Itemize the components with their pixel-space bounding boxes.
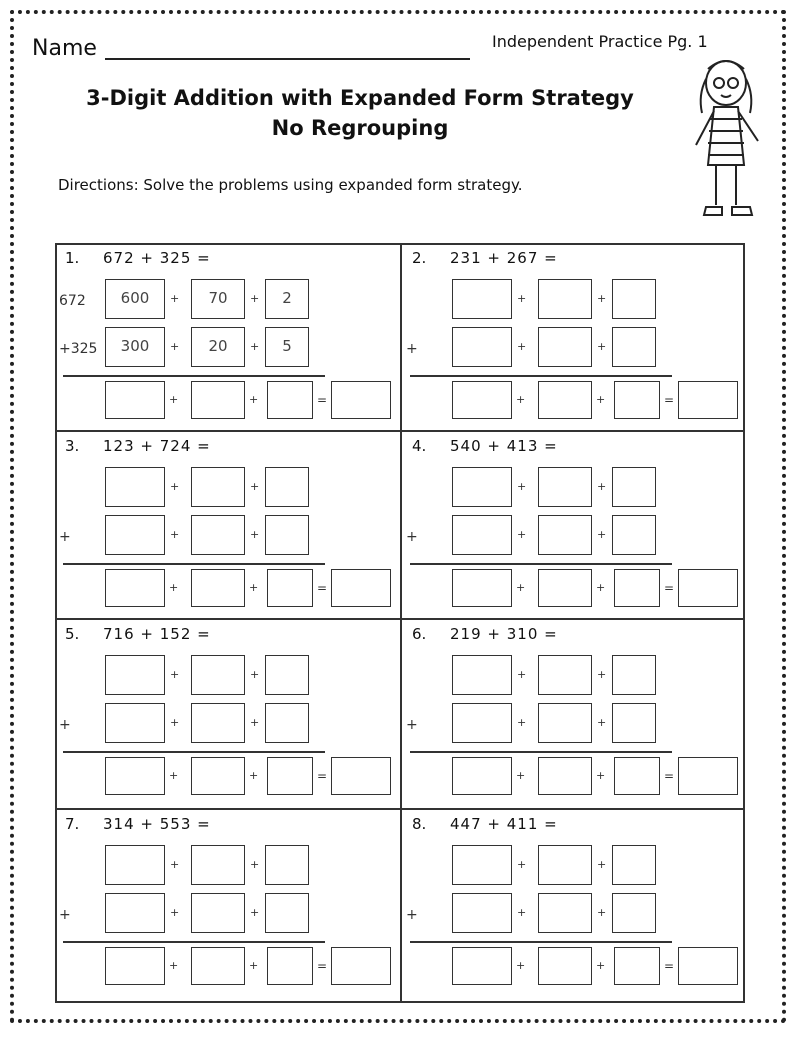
plus-sign: +: [517, 858, 527, 871]
plus-sign: +: [170, 340, 180, 353]
sum-rule: [63, 751, 325, 753]
answer-box[interactable]: [538, 467, 592, 507]
sum-box[interactable]: [267, 381, 313, 419]
answer-box[interactable]: [452, 845, 512, 885]
plus-sign: +: [597, 528, 607, 541]
page-label: Independent Practice Pg. 1: [492, 32, 708, 51]
sum-box[interactable]: [452, 757, 512, 795]
answer-box[interactable]: [265, 655, 309, 695]
problem-number: 2.: [412, 249, 427, 267]
plus-sign: +: [597, 292, 607, 305]
sum-box[interactable]: [614, 947, 660, 985]
sum-rule: [63, 563, 325, 565]
answer-box[interactable]: [452, 467, 512, 507]
answer-box[interactable]: [452, 279, 512, 319]
addend-bottom-label: +: [406, 529, 418, 545]
plus-sign: +: [517, 906, 527, 919]
plus-sign: +: [597, 340, 607, 353]
problem-equation: 219 + 310 =: [450, 625, 558, 643]
sum-rule: [410, 375, 672, 377]
sum-rule: [410, 563, 672, 565]
addend-bottom-label: +: [406, 907, 418, 923]
equals-sign: =: [317, 959, 328, 973]
plus-sign: +: [170, 668, 180, 681]
answer-box[interactable]: [538, 279, 592, 319]
sum-rule: [63, 375, 325, 377]
problem-cell: [402, 809, 747, 999]
answer-box[interactable]: [265, 467, 309, 507]
answer-box[interactable]: [105, 655, 165, 695]
equals-sign: =: [317, 581, 328, 595]
plus-sign: +: [597, 480, 607, 493]
answer-box[interactable]: [105, 467, 165, 507]
plus-sign: +: [169, 959, 179, 972]
sum-box[interactable]: [452, 569, 512, 607]
plus-sign: +: [596, 581, 606, 594]
answer-box[interactable]: [191, 893, 245, 933]
equals-sign: =: [664, 769, 675, 783]
plus-sign: +: [250, 480, 260, 493]
problem-number: 1.: [65, 249, 80, 267]
plus-sign: +: [249, 581, 259, 594]
answer-box[interactable]: [191, 467, 245, 507]
sum-box[interactable]: [678, 569, 738, 607]
answer-box[interactable]: [612, 655, 656, 695]
sum-box[interactable]: [267, 757, 313, 795]
plus-sign: +: [516, 393, 526, 406]
answer-box[interactable]: [265, 703, 309, 743]
addend-bottom-label: +325: [59, 341, 98, 357]
sum-box[interactable]: [191, 757, 245, 795]
plus-sign: +: [596, 393, 606, 406]
problem-equation: 123 + 724 =: [103, 437, 211, 455]
answer-box[interactable]: [612, 327, 656, 367]
sum-box[interactable]: [331, 569, 391, 607]
answer-box[interactable]: [265, 893, 309, 933]
sum-rule: [63, 941, 325, 943]
answer-box[interactable]: [105, 845, 165, 885]
plus-sign: +: [169, 769, 179, 782]
problem-equation: 716 + 152 =: [103, 625, 211, 643]
directions-text: Directions: Solve the problems using expanded form strategy.: [58, 176, 523, 194]
plus-sign: +: [516, 959, 526, 972]
plus-sign: +: [597, 858, 607, 871]
plus-sign: +: [250, 528, 260, 541]
problem-equation: 231 + 267 =: [450, 249, 558, 267]
sum-box[interactable]: [614, 569, 660, 607]
addend-bottom-label: +: [59, 529, 71, 545]
plus-sign: +: [249, 393, 259, 406]
name-line[interactable]: [105, 58, 470, 60]
addend-bottom-label: +: [59, 717, 71, 733]
plus-sign: +: [517, 668, 527, 681]
equals-sign: =: [664, 959, 675, 973]
plus-sign: +: [250, 668, 260, 681]
answer-box[interactable]: [452, 655, 512, 695]
answer-box[interactable]: [452, 327, 512, 367]
equals-sign: =: [317, 769, 328, 783]
problem-number: 3.: [65, 437, 80, 455]
equals-sign: =: [664, 581, 675, 595]
problem-equation: 447 + 411 =: [450, 815, 558, 833]
answer-box[interactable]: 70: [191, 279, 245, 319]
problem-number: 6.: [412, 625, 427, 643]
answer-box[interactable]: [105, 703, 165, 743]
sum-box[interactable]: [452, 947, 512, 985]
problem-number: 7.: [65, 815, 80, 833]
plus-sign: +: [250, 858, 260, 871]
answer-box[interactable]: [265, 515, 309, 555]
sum-rule: [410, 751, 672, 753]
sum-box[interactable]: [538, 381, 592, 419]
sum-box[interactable]: [191, 947, 245, 985]
answer-box[interactable]: 20: [191, 327, 245, 367]
answer-box[interactable]: [265, 845, 309, 885]
sum-rule: [410, 941, 672, 943]
plus-sign: +: [250, 906, 260, 919]
answer-box[interactable]: [452, 515, 512, 555]
sum-box[interactable]: [267, 947, 313, 985]
sum-box[interactable]: [452, 381, 512, 419]
plus-sign: +: [170, 858, 180, 871]
answer-box[interactable]: [105, 893, 165, 933]
problem-number: 8.: [412, 815, 427, 833]
answer-box[interactable]: [105, 515, 165, 555]
answer-box[interactable]: [538, 893, 592, 933]
worksheet-title: 3-Digit Addition with Expanded Form Strategy: [86, 86, 634, 110]
plus-sign: +: [596, 959, 606, 972]
answer-box[interactable]: [191, 655, 245, 695]
plus-sign: +: [517, 292, 527, 305]
answer-box[interactable]: 2: [265, 279, 309, 319]
answer-box[interactable]: [452, 703, 512, 743]
answer-box[interactable]: [538, 845, 592, 885]
sum-box[interactable]: [191, 569, 245, 607]
sum-box[interactable]: [105, 569, 165, 607]
sum-box[interactable]: [614, 757, 660, 795]
problem-cell: [55, 243, 400, 433]
problem-equation: 540 + 413 =: [450, 437, 558, 455]
sum-box[interactable]: [331, 947, 391, 985]
answer-box[interactable]: [452, 893, 512, 933]
plus-sign: +: [170, 906, 180, 919]
sum-box[interactable]: [678, 381, 738, 419]
plus-sign: +: [170, 292, 180, 305]
answer-box[interactable]: [538, 515, 592, 555]
plus-sign: +: [170, 480, 180, 493]
sum-box[interactable]: [678, 757, 738, 795]
problem-cell: [402, 431, 747, 621]
plus-sign: +: [249, 959, 259, 972]
addend-bottom-label: +: [59, 907, 71, 923]
sum-box[interactable]: [614, 381, 660, 419]
equals-sign: =: [664, 393, 675, 407]
plus-sign: +: [517, 716, 527, 729]
answer-box[interactable]: [612, 279, 656, 319]
sum-box[interactable]: [191, 381, 245, 419]
name-label: Name: [32, 36, 97, 61]
answer-box[interactable]: [612, 515, 656, 555]
plus-sign: +: [250, 340, 260, 353]
sum-box[interactable]: [538, 947, 592, 985]
plus-sign: +: [597, 668, 607, 681]
answer-box[interactable]: 300: [105, 327, 165, 367]
plus-sign: +: [517, 340, 527, 353]
addend-bottom-label: +: [406, 341, 418, 357]
plus-sign: +: [516, 581, 526, 594]
problem-number: 5.: [65, 625, 80, 643]
answer-box[interactable]: 5: [265, 327, 309, 367]
sum-box[interactable]: [105, 947, 165, 985]
answer-box[interactable]: [538, 327, 592, 367]
answer-box[interactable]: [538, 655, 592, 695]
problem-cell: [402, 243, 747, 433]
answer-box[interactable]: [191, 703, 245, 743]
answer-box[interactable]: 600: [105, 279, 165, 319]
plus-sign: +: [250, 292, 260, 305]
cartoon-girl-icon: [688, 55, 770, 227]
addend-bottom-label: +: [406, 717, 418, 733]
worksheet-subtitle: No Regrouping: [271, 116, 449, 140]
problem-equation: 314 + 553 =: [103, 815, 211, 833]
problem-number: 4.: [412, 437, 427, 455]
plus-sign: +: [516, 769, 526, 782]
plus-sign: +: [169, 581, 179, 594]
answer-box[interactable]: [191, 845, 245, 885]
answer-box[interactable]: [612, 893, 656, 933]
sum-box[interactable]: [538, 757, 592, 795]
equals-sign: =: [317, 393, 328, 407]
answer-box[interactable]: [612, 703, 656, 743]
sum-box[interactable]: [105, 757, 165, 795]
plus-sign: +: [170, 528, 180, 541]
sum-box[interactable]: [678, 947, 738, 985]
answer-box[interactable]: [538, 703, 592, 743]
problem-cell: [55, 809, 400, 999]
sum-box[interactable]: [331, 757, 391, 795]
plus-sign: +: [169, 393, 179, 406]
plus-sign: +: [517, 528, 527, 541]
sum-box[interactable]: [105, 381, 165, 419]
plus-sign: +: [249, 769, 259, 782]
plus-sign: +: [597, 906, 607, 919]
plus-sign: +: [517, 480, 527, 493]
problem-cell: [55, 431, 400, 621]
problem-cell: [55, 619, 400, 809]
answer-box[interactable]: [612, 467, 656, 507]
answer-box[interactable]: [191, 515, 245, 555]
plus-sign: +: [596, 769, 606, 782]
sum-box[interactable]: [267, 569, 313, 607]
problem-equation: 672 + 325 =: [103, 249, 211, 267]
addend-top-label: 672: [59, 293, 86, 309]
sum-box[interactable]: [331, 381, 391, 419]
plus-sign: +: [250, 716, 260, 729]
answer-box[interactable]: [612, 845, 656, 885]
plus-sign: +: [597, 716, 607, 729]
problem-cell: [402, 619, 747, 809]
plus-sign: +: [170, 716, 180, 729]
sum-box[interactable]: [538, 569, 592, 607]
